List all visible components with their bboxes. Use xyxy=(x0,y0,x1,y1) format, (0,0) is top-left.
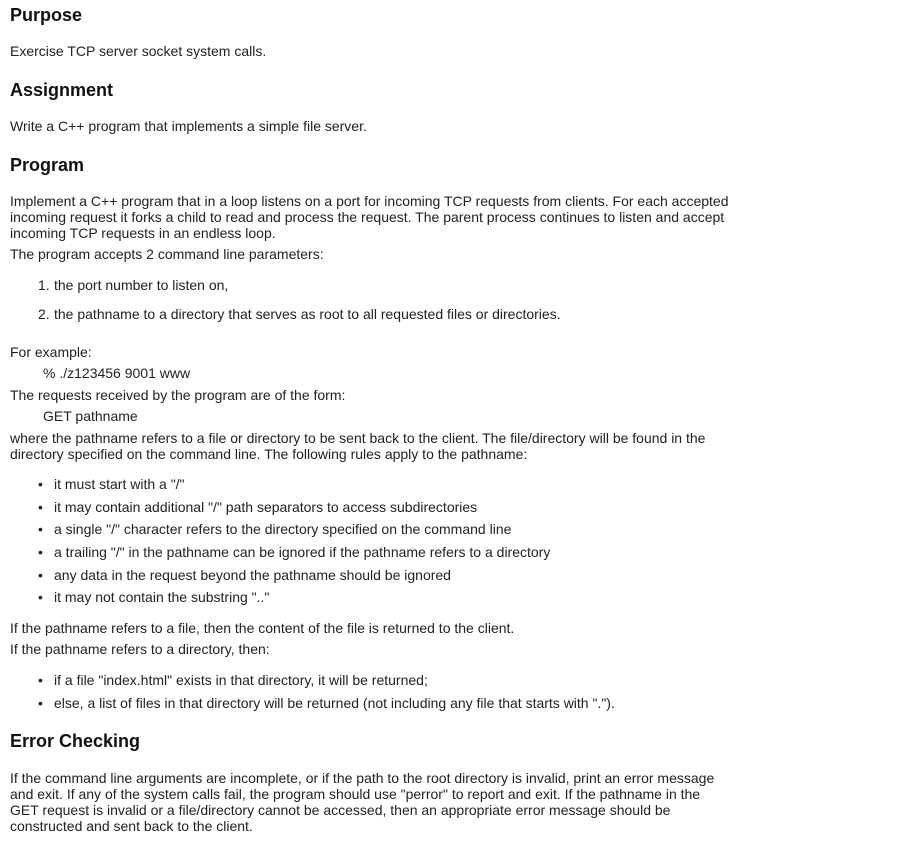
error-checking-line: constructed and sent back to the client. xyxy=(10,818,253,834)
bullet-icon: • xyxy=(38,499,43,515)
param-number: 2. xyxy=(38,306,50,322)
param-number: 1. xyxy=(38,277,50,293)
error-checking-line: GET request is invalid or a file/directory cannot be accessed, then an appropriate error message should be xyxy=(10,802,671,818)
bullet-icon: • xyxy=(38,521,43,537)
pathname-description xyxy=(10,430,705,462)
program-intro-line: Implement a C++ program that in a loop listens on a port for incoming TCP requests from clients. For each accepted xyxy=(10,193,729,209)
example-label: For example: xyxy=(10,344,92,360)
bullet-icon: • xyxy=(38,567,43,583)
example-command: % ./z123456 9001 www xyxy=(43,365,191,381)
error-checking-line: and exit. If any of the system calls fail, the program should use "perror" to report and exit. If the pathname in the xyxy=(10,786,701,802)
directory-rule-text: if a file "index.html" exists in that directory, it will be returned; xyxy=(54,672,428,688)
pathname-description-line: where the pathname refers to a file or directory to be sent back to the client. The file/directory will be found in the xyxy=(10,430,706,446)
purpose-heading: Purpose xyxy=(10,5,83,25)
bullet-icon: • xyxy=(38,476,43,492)
rule-text: it must start with a "/" xyxy=(54,476,185,492)
program-intro xyxy=(10,193,729,241)
error-checking-heading: Error Checking xyxy=(10,731,141,751)
bullet-icon: • xyxy=(38,672,43,688)
program-intro-line: incoming request it forks a child to read and process the request. The parent process continues to listen and accept xyxy=(10,209,725,225)
rule-text: it may contain additional "/" path separators to access subdirectories xyxy=(54,499,478,515)
rule-text: a trailing "/" in the pathname can be ignored if the pathname refers to a directory xyxy=(54,544,551,560)
program-intro-line: incoming TCP requests in an endless loop. xyxy=(10,225,276,241)
purpose-text: Exercise TCP server socket system calls. xyxy=(10,43,267,59)
error-checking-text xyxy=(10,770,714,834)
rule-text: any data in the request beyond the pathname should be ignored xyxy=(54,567,451,583)
error-checking-line: If the command line arguments are incomplete, or if the path to the root directory is invalid, print an error message xyxy=(10,770,715,786)
param-text: the pathname to a directory that serves as root to all requested files or directories. xyxy=(54,306,561,322)
assignment-text: Write a C++ program that implements a simple file server. xyxy=(10,118,367,134)
directory-rule-text: else, a list of files in that directory will be returned (not including any file that starts with "."). xyxy=(54,695,615,711)
param-text: the port number to listen on, xyxy=(54,277,229,293)
file-case: If the pathname refers to a file, then the content of the file is returned to the client. xyxy=(10,620,515,636)
directory-case: If the pathname refers to a directory, then: xyxy=(10,641,270,657)
bullet-icon: • xyxy=(38,589,43,605)
request-form: GET pathname xyxy=(43,408,138,424)
params-intro: The program accepts 2 command line parameters: xyxy=(10,246,324,262)
rule-text: it may not contain the substring ".." xyxy=(54,589,270,605)
rule-text: a single "/" character refers to the directory specified on the command line xyxy=(54,521,512,537)
bullet-icon: • xyxy=(38,695,43,711)
requests-intro: The requests received by the program are of the form: xyxy=(10,387,346,403)
assignment-heading: Assignment xyxy=(10,80,114,100)
pathname-description-line: directory specified on the command line. The following rules apply to the pathname: xyxy=(10,446,528,462)
bullet-icon: • xyxy=(38,544,43,560)
program-heading: Program xyxy=(10,155,85,175)
